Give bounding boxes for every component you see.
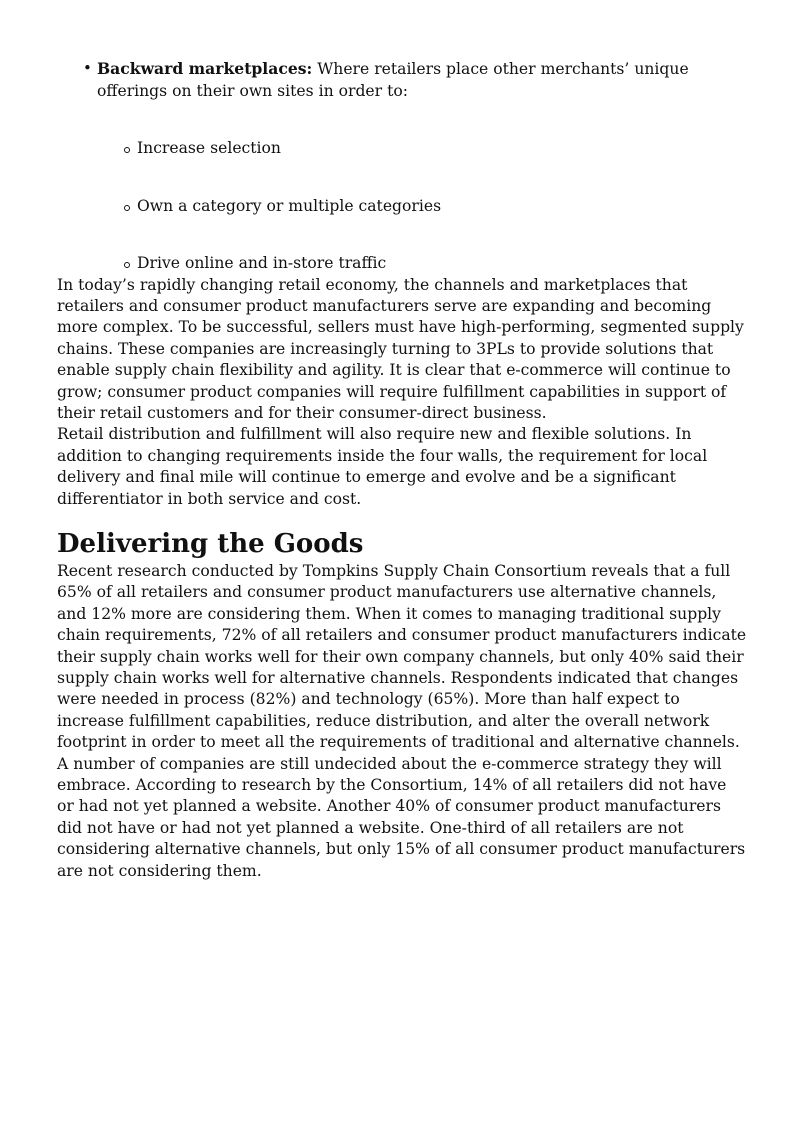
article-body <box>57 58 747 882</box>
sub-item-own-category: Own a category or multiple categories <box>137 196 747 218</box>
sub-item-drive-traffic: Drive online and in-store traffic <box>137 253 747 275</box>
paragraph-retail-distribution: Retail distribution and fulfillment will also require new and flexible solutions. In addition to changing requirements inside the four walls, the requirement for local delivery and final mile will continue to emerge and evolve and be a significant differentiator in both service and cost. <box>57 425 708 508</box>
bullet-list <box>57 58 747 275</box>
paragraph-undecided: A number of companies are still undecided about the e-commerce strategy they will embrace. According to research by the Consortium, 14% of all retailers did not have or had not yet planned a website. Another 40% of consumer product manufacturers did not have or had not yet planned a website. One-third of all retailers are not considering alternative channels, but only 15% of all consumer product manufacturers are not considering them. <box>57 754 746 880</box>
bullet-text: Where retailers place other merchants’ unique offerings on their own sites in order to: <box>97 60 689 100</box>
sub-bullet-list <box>97 138 747 275</box>
section-heading: Delivering the Goods <box>57 528 364 559</box>
paragraph-retail-economy: In today’s rapidly changing retail economy, the channels and marketplaces that retailers and consumer product manufacturers serve are expanding and becoming more complex. To be successful, sellers must have high-performing, segmented supply chains. These companies are increasingly turning to 3PLs to provide solutions that enable supply chain flexibility and agility. It is clear that e-commerce will continue to grow; consumer product companies will require fulfillment capabilities in support of their retail customers and for their consumer-direct business. <box>57 275 744 422</box>
bullet-term: Backward marketplaces: <box>97 59 313 78</box>
bullet-backward-marketplaces <box>97 58 747 275</box>
paragraph-research: Recent research conducted by Tompkins Supply Chain Consortium reveals that a full 65% of all retailers and consumer product manufacturers use alternative channels, and 12% more are considering them. When it comes to managing traditional supply chain requirements, 72% of all retailers and consumer product manufacturers indicate their supply chain works well for their own company channels, but only 40% said their supply chain works well for alternative channels. Respondents indicated that changes were needed in process (82%) and technology (65%). More than half expect to increase fulfillment capabilities, reduce distribution, and alter the overall network footprint in order to meet all the requirements of traditional and alternative channels. <box>57 561 747 752</box>
sub-item-increase-selection: Increase selection <box>137 138 747 160</box>
